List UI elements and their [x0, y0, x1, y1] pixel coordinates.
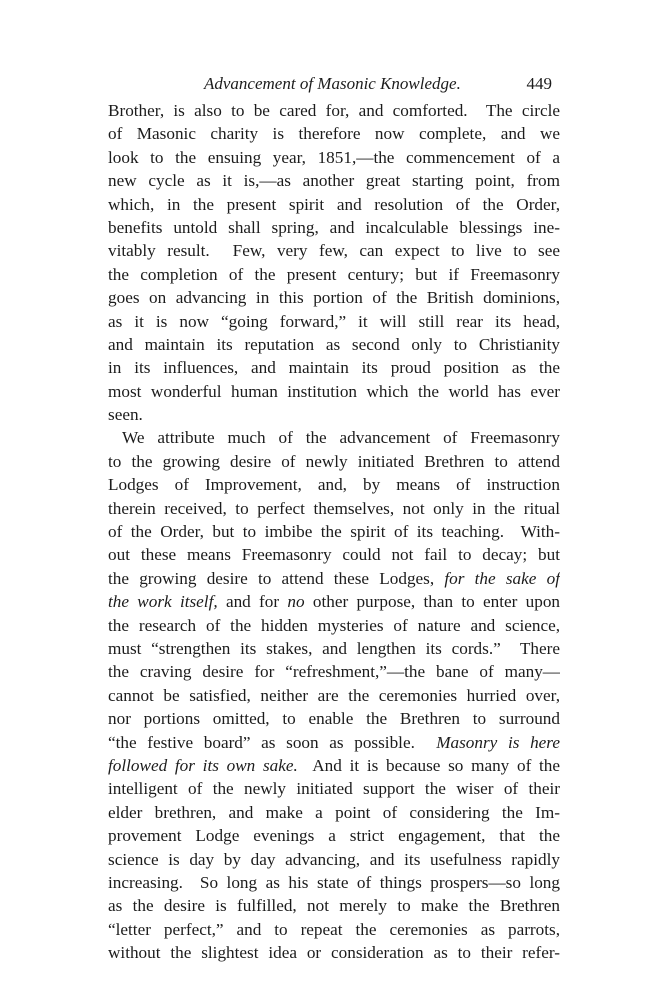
page-number: 449 [526, 74, 552, 93]
text-segment: Lodges of Improvement, and, by means of instruction [108, 475, 560, 495]
text-line [108, 941, 560, 964]
text-segment: which, in the present spirit and resolution of the Order, [108, 194, 560, 214]
text-segment: provement Lodge evenings a strict engagement, that the [108, 826, 560, 846]
text-line [108, 380, 560, 403]
text-line [108, 637, 560, 660]
text-segment: and for [217, 592, 288, 612]
text-line [108, 848, 560, 871]
text-segment: without the slightest idea or consideration as to their refer- [108, 943, 560, 963]
text-line [108, 99, 560, 122]
italic-text-segment: followed for its own sake. [108, 755, 298, 775]
text-segment: out these means Freemasonry could not fail to decay; but [108, 545, 560, 565]
text-line [108, 520, 560, 543]
text-line [108, 497, 560, 520]
text-segment: elder brethren, and make a point of considering the Im- [108, 802, 560, 822]
text-segment: of Masonic charity is therefore now complete, and we [108, 124, 560, 144]
running-head [108, 74, 560, 96]
text-line [108, 707, 560, 730]
text-segment: of the Order, but to imbibe the spirit of its teaching. With- [108, 522, 560, 542]
text-segment: “the festive board” as soon as possible. [108, 732, 437, 752]
text-line [108, 590, 560, 613]
text-segment: cannot be satisfied, neither are the ceremonies hurried over, [108, 685, 560, 705]
text-line [108, 169, 560, 192]
text-segment: seen. [108, 405, 143, 425]
text-line [108, 263, 560, 286]
text-line [108, 239, 560, 262]
italic-text-segment: no [287, 592, 305, 612]
text-segment: nor portions omitted, to enable the Brethren to surround [108, 709, 560, 729]
text-segment: science is day by day advancing, and its usefulness rapidly [108, 849, 560, 869]
text-line [108, 567, 560, 590]
text-line [108, 310, 560, 333]
text-segment: and maintain its reputation as second only to Christianity [108, 334, 560, 354]
italic-text-segment: Masonry is here [436, 732, 560, 752]
text-line [108, 473, 560, 496]
text-line [108, 801, 560, 824]
text-line [108, 543, 560, 566]
text-line [108, 777, 560, 800]
text-line [108, 731, 560, 754]
text-segment: Brother, is also to be cared for, and comforted. The circle [108, 101, 560, 120]
text-segment: therein received, to perfect themselves, not only in the ritual [108, 498, 560, 518]
text-line [108, 193, 560, 216]
text-segment: And it is because so many of the [297, 755, 560, 775]
text-line [108, 871, 560, 894]
italic-text-segment: the work itself, [108, 592, 218, 612]
text-line [108, 450, 560, 473]
text-segment: other purpose, than to enter upon [304, 592, 560, 612]
text-segment: in its influences, and maintain its proud position as the [108, 358, 560, 378]
text-segment: goes on advancing in this portion of the British dominions, [108, 288, 560, 308]
body-text [108, 99, 560, 964]
text-segment: most wonderful human institution which the world has ever [108, 381, 560, 401]
text-line [108, 754, 560, 777]
text-segment: new cycle as it is,—as another great starting point, from [108, 171, 560, 191]
italic-text-segment: for the sake of [444, 568, 560, 588]
text-segment: must “strengthen its stakes, and lengthen its cords.” There [108, 638, 560, 658]
text-segment: to the growing desire of newly initiated Brethren to attend [108, 451, 560, 471]
text-segment: the craving desire for “refreshment,”—the bane of many— [108, 662, 560, 682]
text-line [108, 216, 560, 239]
text-segment: benefits untold shall spring, and incalculable blessings ine- [108, 217, 560, 237]
text-segment: the growing desire to attend these Lodges, [108, 568, 445, 588]
text-line [108, 894, 560, 917]
text-segment: look to the ensuing year, 1851,—the commencement of a [108, 147, 560, 167]
text-line [108, 286, 560, 309]
text-segment: as it is now “going forward,” it will still rear its head, [108, 311, 560, 331]
text-line [108, 684, 560, 707]
text-line [108, 356, 560, 379]
text-segment: the completion of the present century; but if Freemasonry [108, 264, 560, 284]
text-line [108, 403, 560, 426]
text-line [108, 426, 560, 449]
text-line [108, 918, 560, 941]
text-line [108, 824, 560, 847]
text-segment: vitably result. Few, very few, can expect to live to see [108, 241, 560, 261]
text-segment: “letter perfect,” and to repeat the ceremonies as parrots, [108, 919, 560, 939]
text-line [108, 614, 560, 637]
text-segment: increasing. So long as his state of things prospers—so long [108, 872, 560, 892]
text-line [108, 660, 560, 683]
text-segment: the research of the hidden mysteries of nature and science, [108, 615, 560, 635]
text-segment: intelligent of the newly initiated support the wiser of their [108, 779, 560, 799]
running-title: Advancement of Masonic Knowledge. [204, 74, 461, 93]
text-line [108, 146, 560, 169]
text-line [108, 122, 560, 145]
text-segment: as the desire is fulfilled, not merely to make the Brethren [108, 896, 560, 916]
text-segment: We attribute much of the advancement of Freemasonry [122, 428, 560, 448]
text-line [108, 333, 560, 356]
